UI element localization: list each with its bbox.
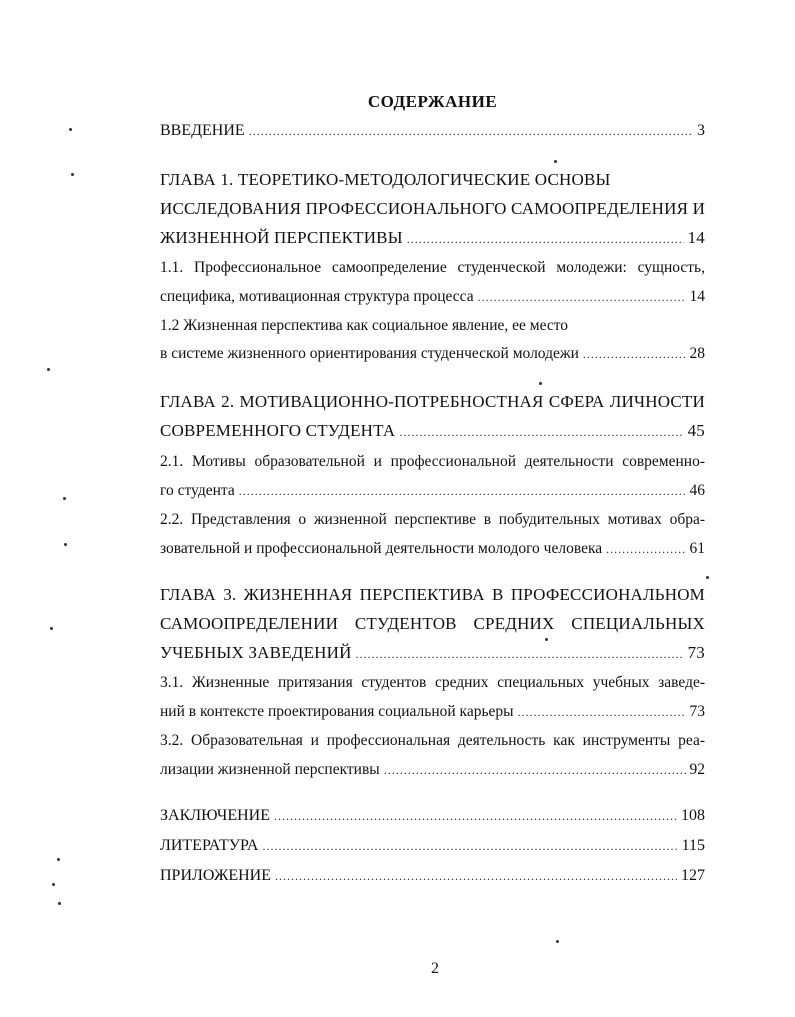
scan-speck — [556, 940, 559, 943]
toc-entry-chapter3 — [160, 643, 705, 664]
scan-speck — [64, 543, 67, 546]
section-2-2-line1: 2.2. Представления о жизненной перспективе в побудительных мотивах обра- — [160, 511, 705, 528]
toc-label: ПРИЛОЖЕНИЕ — [160, 867, 272, 884]
dot-leader — [262, 836, 677, 856]
toc-entry-chapter2 — [160, 421, 705, 442]
toc-label: зовательной и профессиональной деятельности молодого человека — [160, 540, 603, 557]
toc-entry-section-3-2 — [160, 760, 705, 780]
dot-leader — [407, 229, 684, 249]
scan-speck — [706, 576, 709, 579]
chapter2-heading-line1: ГЛАВА 2. МОТИВАЦИОННО-ПОТРЕБНОСТНАЯ СФЕРА ЛИЧНОСТИ — [160, 392, 705, 411]
dot-leader — [399, 422, 683, 442]
dot-leader — [275, 866, 677, 886]
section-3-2-line1: 3.2. Образовательная и профессиональная деятельность как инструменты реа- — [160, 732, 705, 749]
toc-entry-section-3-1 — [160, 702, 705, 722]
toc-page: 14 — [689, 288, 705, 305]
toc-label: ЛИТЕРАТУРА — [160, 837, 259, 854]
toc-entry-section-1-2 — [160, 344, 705, 364]
dot-leader — [478, 287, 686, 307]
scan-speck — [58, 902, 61, 905]
dot-leader — [606, 539, 685, 559]
toc-page: 127 — [681, 867, 705, 884]
toc-label: ЗАКЛЮЧЕНИЕ — [160, 807, 270, 824]
toc-page: 92 — [689, 761, 705, 778]
section-2-1-line1: 2.1. Мотивы образовательной и профессиональной деятельности современно- — [160, 453, 705, 470]
toc-page: 3 — [697, 122, 705, 139]
dot-leader — [239, 481, 686, 501]
toc-label: УЧЕБНЫХ ЗАВЕДЕНИЙ — [160, 643, 352, 662]
toc-entry-conclusion — [160, 806, 705, 826]
toc-label: специфика, мотивационная структура процесса — [160, 288, 474, 305]
toc-page: 45 — [687, 421, 705, 440]
scan-speck — [50, 627, 53, 630]
toc-page: 14 — [687, 228, 705, 247]
toc-page: 46 — [689, 482, 705, 499]
chapter3-heading-line1: ГЛАВА 3. ЖИЗНЕННАЯ ПЕРСПЕКТИВА В ПРОФЕССИОНАЛЬНОМ — [160, 585, 705, 604]
scan-speck — [57, 858, 60, 861]
toc-page: 28 — [689, 345, 705, 362]
toc-label: лизации жизненной перспективы — [160, 761, 380, 778]
scan-speck — [52, 883, 55, 886]
toc-page: 61 — [689, 540, 705, 557]
dot-leader — [583, 344, 686, 364]
scan-speck — [554, 160, 557, 163]
page-title: СОДЕРЖАНИЕ — [367, 92, 498, 111]
toc-page: 115 — [681, 837, 705, 854]
chapter1-heading-line2: ИССЛЕДОВАНИЯ ПРОФЕССИОНАЛЬНОГО САМООПРЕДЕЛЕНИЯ И — [160, 199, 706, 218]
chapter1-heading-line1: ГЛАВА 1. ТЕОРЕТИКО-МЕТОДОЛОГИЧЕСКИЕ ОСНОВЫ — [160, 170, 611, 189]
dot-leader — [518, 702, 686, 722]
toc-entry-intro — [160, 121, 705, 141]
toc-page: 108 — [681, 807, 705, 824]
page-number: 2 — [431, 960, 439, 977]
scan-speck — [69, 128, 72, 131]
toc-entry-section-2-2 — [160, 539, 705, 559]
dot-leader — [384, 760, 686, 780]
toc-label: в системе жизненного ориентирования студенческой молодежи — [160, 345, 579, 362]
dot-leader — [249, 121, 693, 141]
toc-label: ВВЕДЕНИЕ — [160, 122, 245, 139]
scan-speck — [545, 638, 548, 641]
section-3-1-line1: 3.1. Жизненные притязания студентов средних специальных учебных заведе- — [160, 674, 705, 691]
scan-speck — [63, 497, 66, 500]
toc-entry-chapter1 — [160, 228, 705, 249]
scan-speck — [71, 173, 74, 176]
toc-page: 73 — [689, 703, 705, 720]
toc-entry-section-2-1 — [160, 481, 705, 501]
section-1-1-line1: 1.1. Профессиональное самоопределение студенческой молодежи: сущность, — [160, 259, 705, 276]
toc-page: 73 — [687, 643, 705, 662]
toc-label: ЖИЗНЕННОЙ ПЕРСПЕКТИВЫ — [160, 228, 403, 247]
toc-label: го студента — [160, 482, 235, 499]
toc-entry-appendix — [160, 866, 705, 886]
scan-speck — [539, 382, 542, 385]
dot-leader — [274, 806, 677, 826]
dot-leader — [356, 644, 684, 664]
toc-label: СОВРЕМЕННОГО СТУДЕНТА — [160, 421, 396, 440]
chapter3-heading-line2: САМООПРЕДЕЛЕНИИ СТУДЕНТОВ СРЕДНИХ СПЕЦИАЛЬНЫХ — [160, 614, 705, 633]
toc-entry-literature — [160, 836, 705, 856]
toc-label: ний в контексте проектирования социальной карьеры — [160, 703, 514, 720]
section-1-2-line1: 1.2 Жизненная перспектива как социальное явление, ее место — [160, 317, 569, 334]
toc-entry-section-1-1 — [160, 287, 705, 307]
scan-speck — [47, 368, 50, 371]
